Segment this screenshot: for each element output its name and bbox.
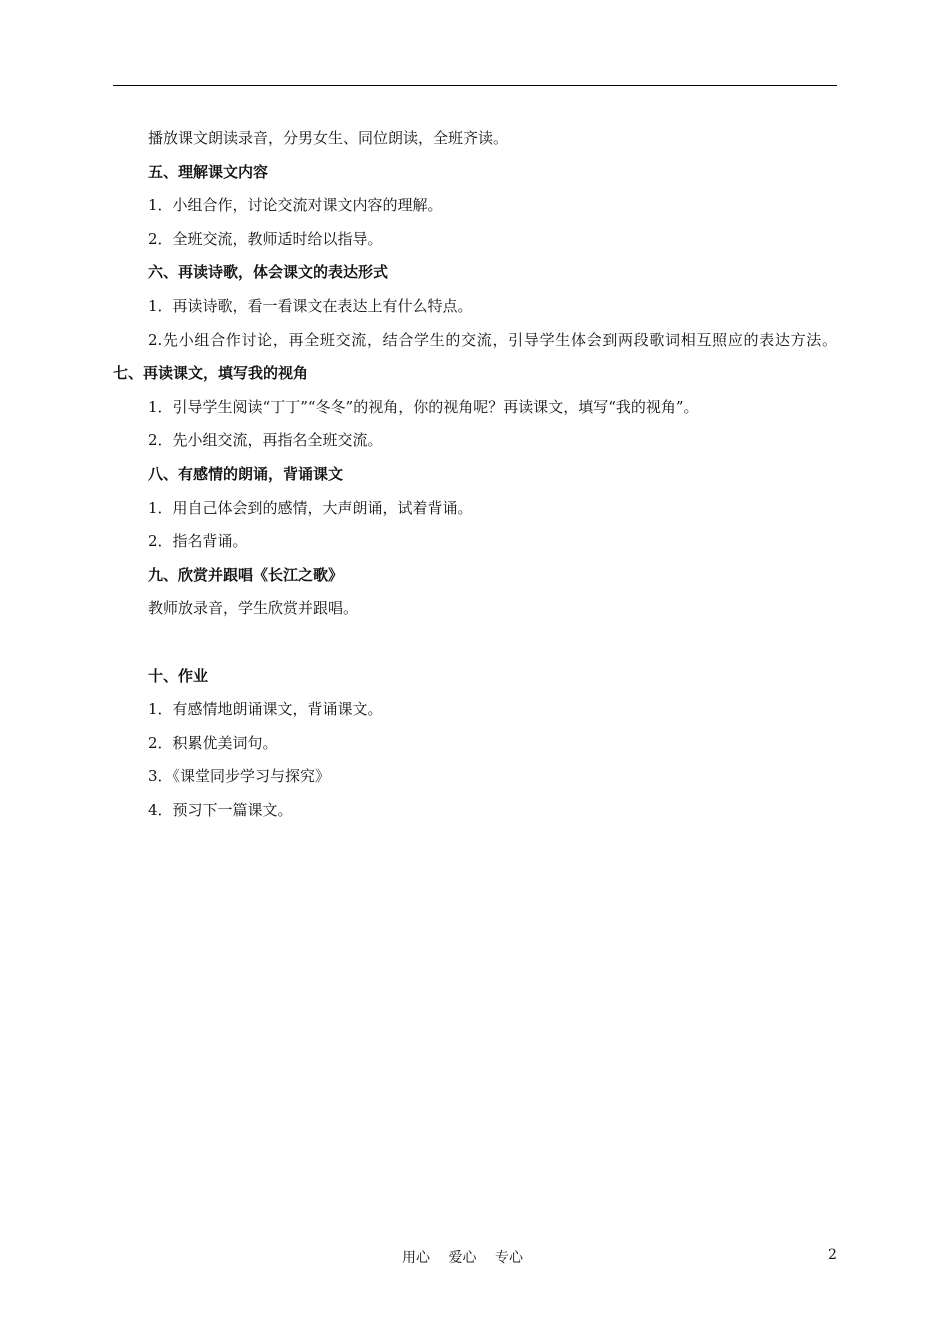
paragraph: 1．再读诗歌，看一看课文在表达上有什么特点。	[148, 296, 473, 315]
header-rule	[113, 85, 837, 86]
section-heading: 七、再读课文，填写我的视角	[113, 364, 309, 383]
blank-line	[113, 626, 837, 660]
section-heading: 八、有感情的朗诵，背诵课文	[148, 464, 344, 483]
page-footer	[0, 1247, 950, 1269]
paragraph: 3．《课堂同步学习与探究》	[148, 767, 331, 786]
paragraph: 1．用自己体会到的感情，大声朗诵，试着背诵。	[148, 498, 473, 517]
paragraph: 教师放录音，学生欣赏并跟唱。	[148, 599, 359, 618]
paragraph-with-inline-heading	[113, 324, 837, 391]
section-heading: 五、理解课文内容	[148, 162, 269, 181]
document-body	[113, 122, 837, 827]
paragraph: 2．指名背诵。	[148, 532, 248, 551]
section-heading: 六、再读诗歌，体会课文的表达形式	[148, 263, 389, 282]
paragraph: 2．先小组交流，再指名全班交流。	[148, 431, 383, 450]
paragraph: 4．预习下一篇课文。	[148, 800, 293, 819]
paragraph: 播放课文朗读录音，分男女生、同位朗读，全班齐读。	[148, 129, 509, 147]
paragraph: 2．积累优美词句。	[148, 733, 278, 752]
paragraph: 1．有感情地朗诵课文，背诵课文。	[148, 700, 383, 719]
footer-text: 用心 爱心 专心	[402, 1250, 523, 1266]
section-heading: 十、作业	[148, 666, 209, 685]
paragraph-text: 2.先小组合作讨论，再全班交流，结合学生的交流，引导学生体会到两段歌词相互照应的表达方法。	[148, 330, 837, 349]
section-heading: 九、欣赏并跟唱《长江之歌》	[148, 565, 344, 584]
page-number: 2	[828, 1247, 837, 1263]
paragraph: 1．小组合作，讨论交流对课文内容的理解。	[148, 196, 443, 215]
paragraph: 2．全班交流，教师适时给以指导。	[148, 229, 383, 248]
paragraph: 1．引导学生阅读“丁丁”“冬冬”的视角，你的视角呢？再读课文，填写“我的视角”。	[148, 397, 699, 416]
